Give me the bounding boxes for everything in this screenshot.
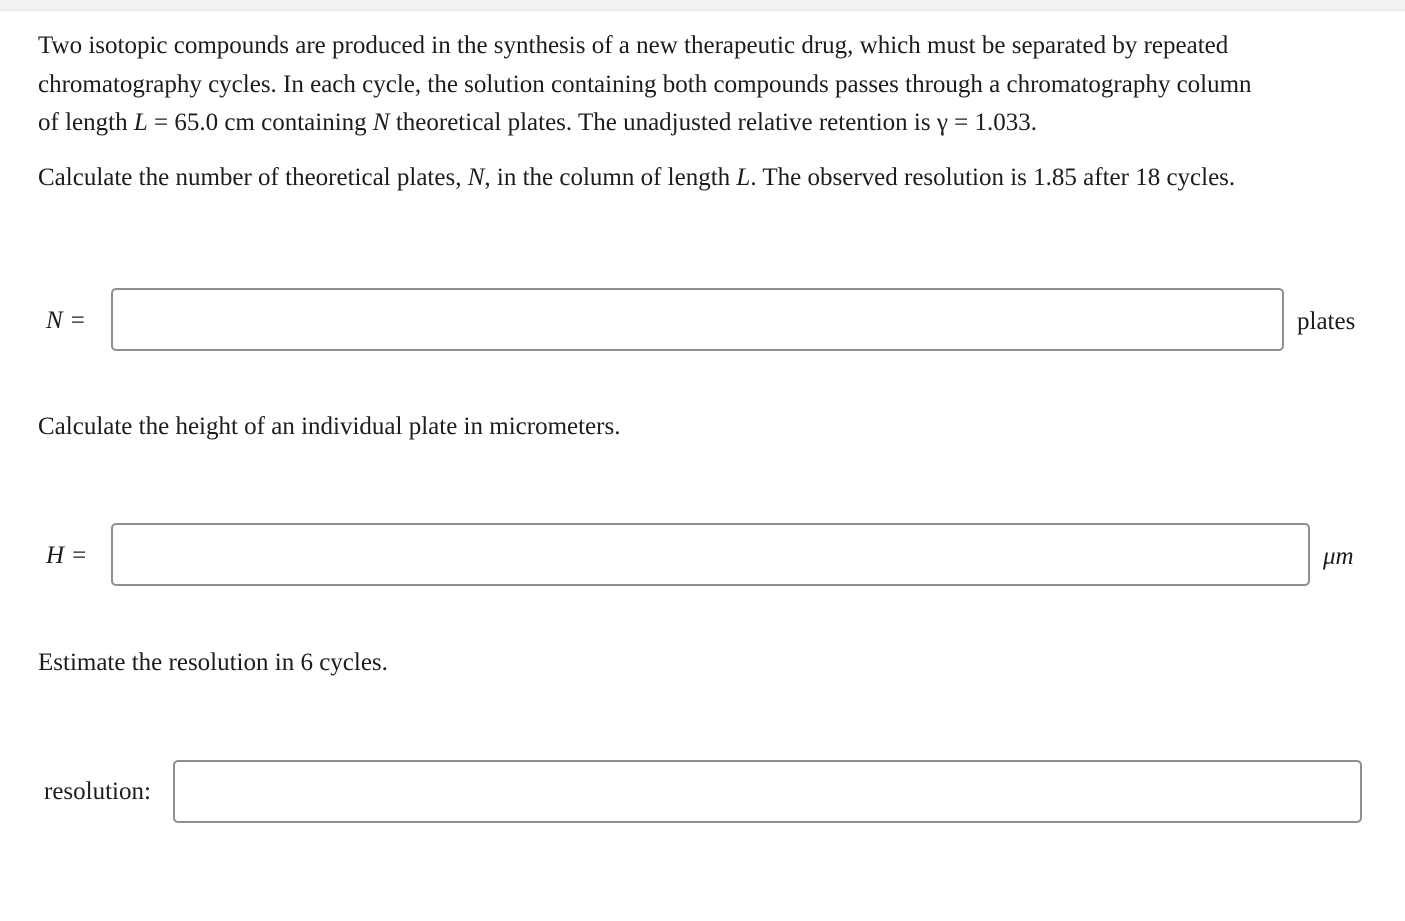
plates-label-equals: = bbox=[70, 307, 85, 334]
problem-intro bbox=[38, 27, 1368, 143]
plates-label-symbol: N bbox=[46, 307, 63, 334]
top-bar bbox=[0, 0, 1405, 11]
plates-answer-input[interactable] bbox=[111, 288, 1284, 351]
plate-height-prompt: Calculate the height of an individual plate in micrometers. bbox=[38, 413, 621, 440]
length-value: = 65.0 cm containing bbox=[153, 109, 367, 136]
task-text-b: , in the column of length bbox=[484, 163, 731, 191]
task-text-a: Calculate the number of theoretical plates, bbox=[38, 163, 462, 191]
intro-line-3a: of length bbox=[38, 109, 128, 136]
plate-height-answer-input[interactable] bbox=[111, 523, 1310, 586]
plates-symbol: N bbox=[372, 109, 390, 136]
length-symbol: L bbox=[133, 109, 148, 136]
micrometer-unit: μm bbox=[1323, 543, 1354, 570]
plates-answer-label bbox=[46, 306, 85, 336]
plates-unit: plates bbox=[1297, 308, 1356, 335]
intro-line-2: chromatography cycles. In each cycle, the solution containing both compounds passes through a chromatography column bbox=[38, 70, 1252, 98]
problem-task bbox=[38, 159, 1368, 198]
task-length-symbol: L bbox=[736, 163, 751, 191]
task-text-c: . The observed resolution is 1.85 after 18 cycles. bbox=[750, 163, 1236, 191]
task-plates-symbol: N bbox=[467, 163, 485, 191]
resolution-answer-input[interactable] bbox=[173, 760, 1362, 823]
plate-height-label-equals: = bbox=[72, 542, 87, 569]
resolution-prompt: Estimate the resolution in 6 cycles. bbox=[38, 649, 388, 676]
resolution-answer-label: resolution: bbox=[44, 778, 151, 805]
plate-height-answer-label bbox=[46, 541, 86, 571]
plate-height-label-symbol: H bbox=[46, 542, 65, 569]
problem-statement bbox=[38, 27, 1368, 197]
intro-line-3b: theoretical plates. The unadjusted relative retention is γ = 1.033. bbox=[395, 109, 1038, 136]
intro-line-1: Two isotopic compounds are produced in the synthesis of a new therapeutic drug, which must be separated by repeated bbox=[38, 32, 1229, 59]
